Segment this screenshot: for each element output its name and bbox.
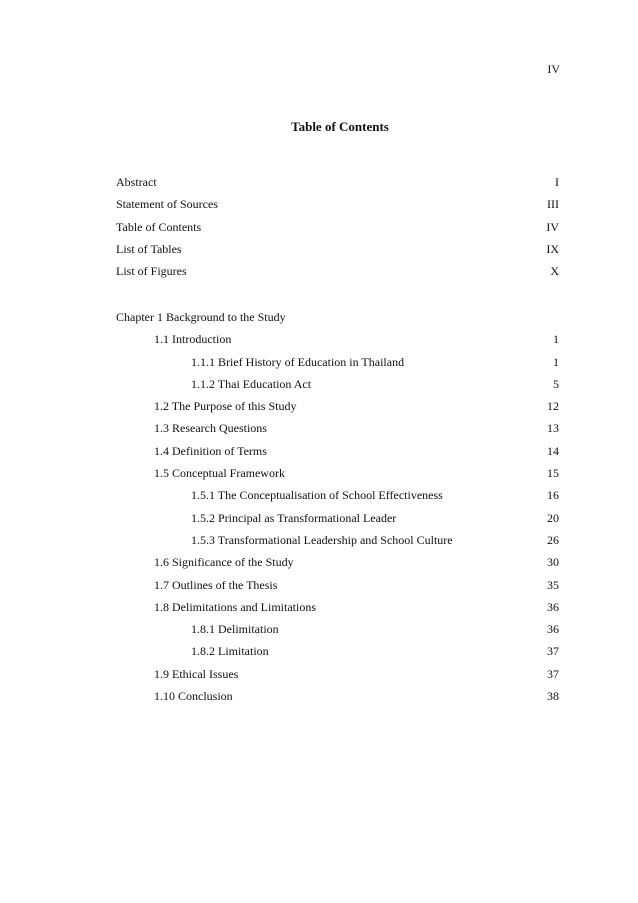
- toc-entry-1-8-2: [116, 640, 559, 662]
- toc-entry-page: 36: [547, 599, 559, 614]
- toc-entry-page: 35: [547, 577, 559, 592]
- toc-entry-page: 15: [547, 466, 559, 481]
- toc-entry-label: List of Tables: [116, 241, 182, 256]
- toc-entry-page: 1: [553, 354, 559, 369]
- toc-entry-1-1-1: [116, 351, 559, 373]
- toc-entry-page: X: [550, 264, 559, 279]
- toc-entry-1-1: [116, 328, 559, 350]
- toc-entry-label: Statement of Sources: [116, 197, 218, 212]
- toc-entry-label: 1.5.1 The Conceptualisation of School Effectiveness: [191, 488, 443, 503]
- toc-entry-1-4: [116, 440, 559, 462]
- toc-entry-page: 16: [547, 488, 559, 503]
- page-title: Table of Contents: [291, 119, 389, 134]
- toc-entry-page: 37: [547, 666, 559, 681]
- toc-entry-label: 1.5.2 Principal as Transformational Leader: [191, 510, 397, 525]
- toc-entry-page: 12: [547, 399, 559, 414]
- toc-entry-page: I: [555, 175, 559, 189]
- toc-entry-page: IV: [546, 219, 559, 234]
- toc-entry-1-3: [116, 417, 559, 439]
- toc-entry-label: 1.7 Outlines of the Thesis: [154, 577, 278, 592]
- toc-entry-label: 1.10 Conclusion: [154, 689, 233, 704]
- toc-entry-page: 37: [547, 644, 559, 659]
- toc-entry-1-5-3: [116, 529, 559, 551]
- toc-entry-1-2: [116, 395, 559, 417]
- toc-entry-1-8-1: [116, 618, 559, 640]
- toc-entry-1-8: [116, 596, 559, 618]
- toc-entry-label: 1.3 Research Questions: [154, 421, 267, 436]
- toc-entry-label: 1.1.2 Thai Education Act: [191, 376, 312, 391]
- chapter-heading: [116, 306, 559, 328]
- toc-entry-page: 26: [547, 532, 559, 547]
- toc-entry-table-of-contents: [116, 216, 559, 238]
- page-number: IV: [547, 62, 560, 76]
- toc-entry-page: 38: [547, 689, 559, 704]
- toc-entry-page: 20: [547, 510, 559, 525]
- toc-entry-page: 1: [553, 332, 559, 347]
- toc-entry-page: IX: [546, 241, 559, 256]
- toc-entry-label: 1.5.3 Transformational Leadership and School Culture: [191, 532, 453, 547]
- toc-entry-page: 13: [547, 421, 559, 436]
- toc-entry-label: Abstract: [116, 175, 157, 189]
- toc-entry-1-10: [116, 685, 559, 707]
- toc-entry-label: 1.2 The Purpose of this Study: [154, 399, 297, 414]
- front-matter-list: [116, 171, 559, 282]
- toc-entry-label: 1.5 Conceptual Framework: [154, 466, 285, 481]
- toc-entry-1-1-2: [116, 373, 559, 395]
- toc-entry-label: 1.6 Significance of the Study: [154, 555, 294, 570]
- toc-entry-label: Table of Contents: [116, 219, 202, 234]
- toc-entry-1-5: [116, 462, 559, 484]
- toc-entry-page: 30: [547, 555, 559, 570]
- toc-entry-label: 1.8.1 Delimitation: [191, 622, 279, 637]
- toc-entry-label: 1.4 Definition of Terms: [154, 443, 267, 458]
- toc-entry-page: III: [547, 197, 559, 212]
- toc-entry-1-6: [116, 551, 559, 573]
- toc-entry-abstract: [116, 171, 559, 193]
- toc-entry-1-5-2: [116, 507, 559, 529]
- toc-entry-1-5-1: [116, 484, 559, 506]
- toc-entry-page: 5: [553, 376, 559, 391]
- chapter-heading-label: Chapter 1 Background to the Study: [116, 310, 286, 324]
- toc-entry-statement-of-sources: [116, 193, 559, 215]
- toc-entry-label: 1.8.2 Limitation: [191, 644, 269, 659]
- toc-entry-list-of-tables: [116, 238, 559, 260]
- toc-entry-page: 36: [547, 622, 559, 637]
- toc-entry-1-7: [116, 574, 559, 596]
- toc-entry-label: 1.8 Delimitations and Limitations: [154, 599, 316, 614]
- toc-entry-1-9: [116, 663, 559, 685]
- toc-entry-label: 1.1 Introduction: [154, 332, 232, 347]
- toc-entry-page: 14: [547, 443, 559, 458]
- toc-entry-label: 1.1.1 Brief History of Education in Thailand: [191, 354, 405, 369]
- toc-entry-label: 1.9 Ethical Issues: [154, 666, 239, 681]
- toc-entry-label: List of Figures: [116, 264, 187, 279]
- chapter-1-list: [116, 306, 559, 707]
- toc-entry-list-of-figures: [116, 260, 559, 282]
